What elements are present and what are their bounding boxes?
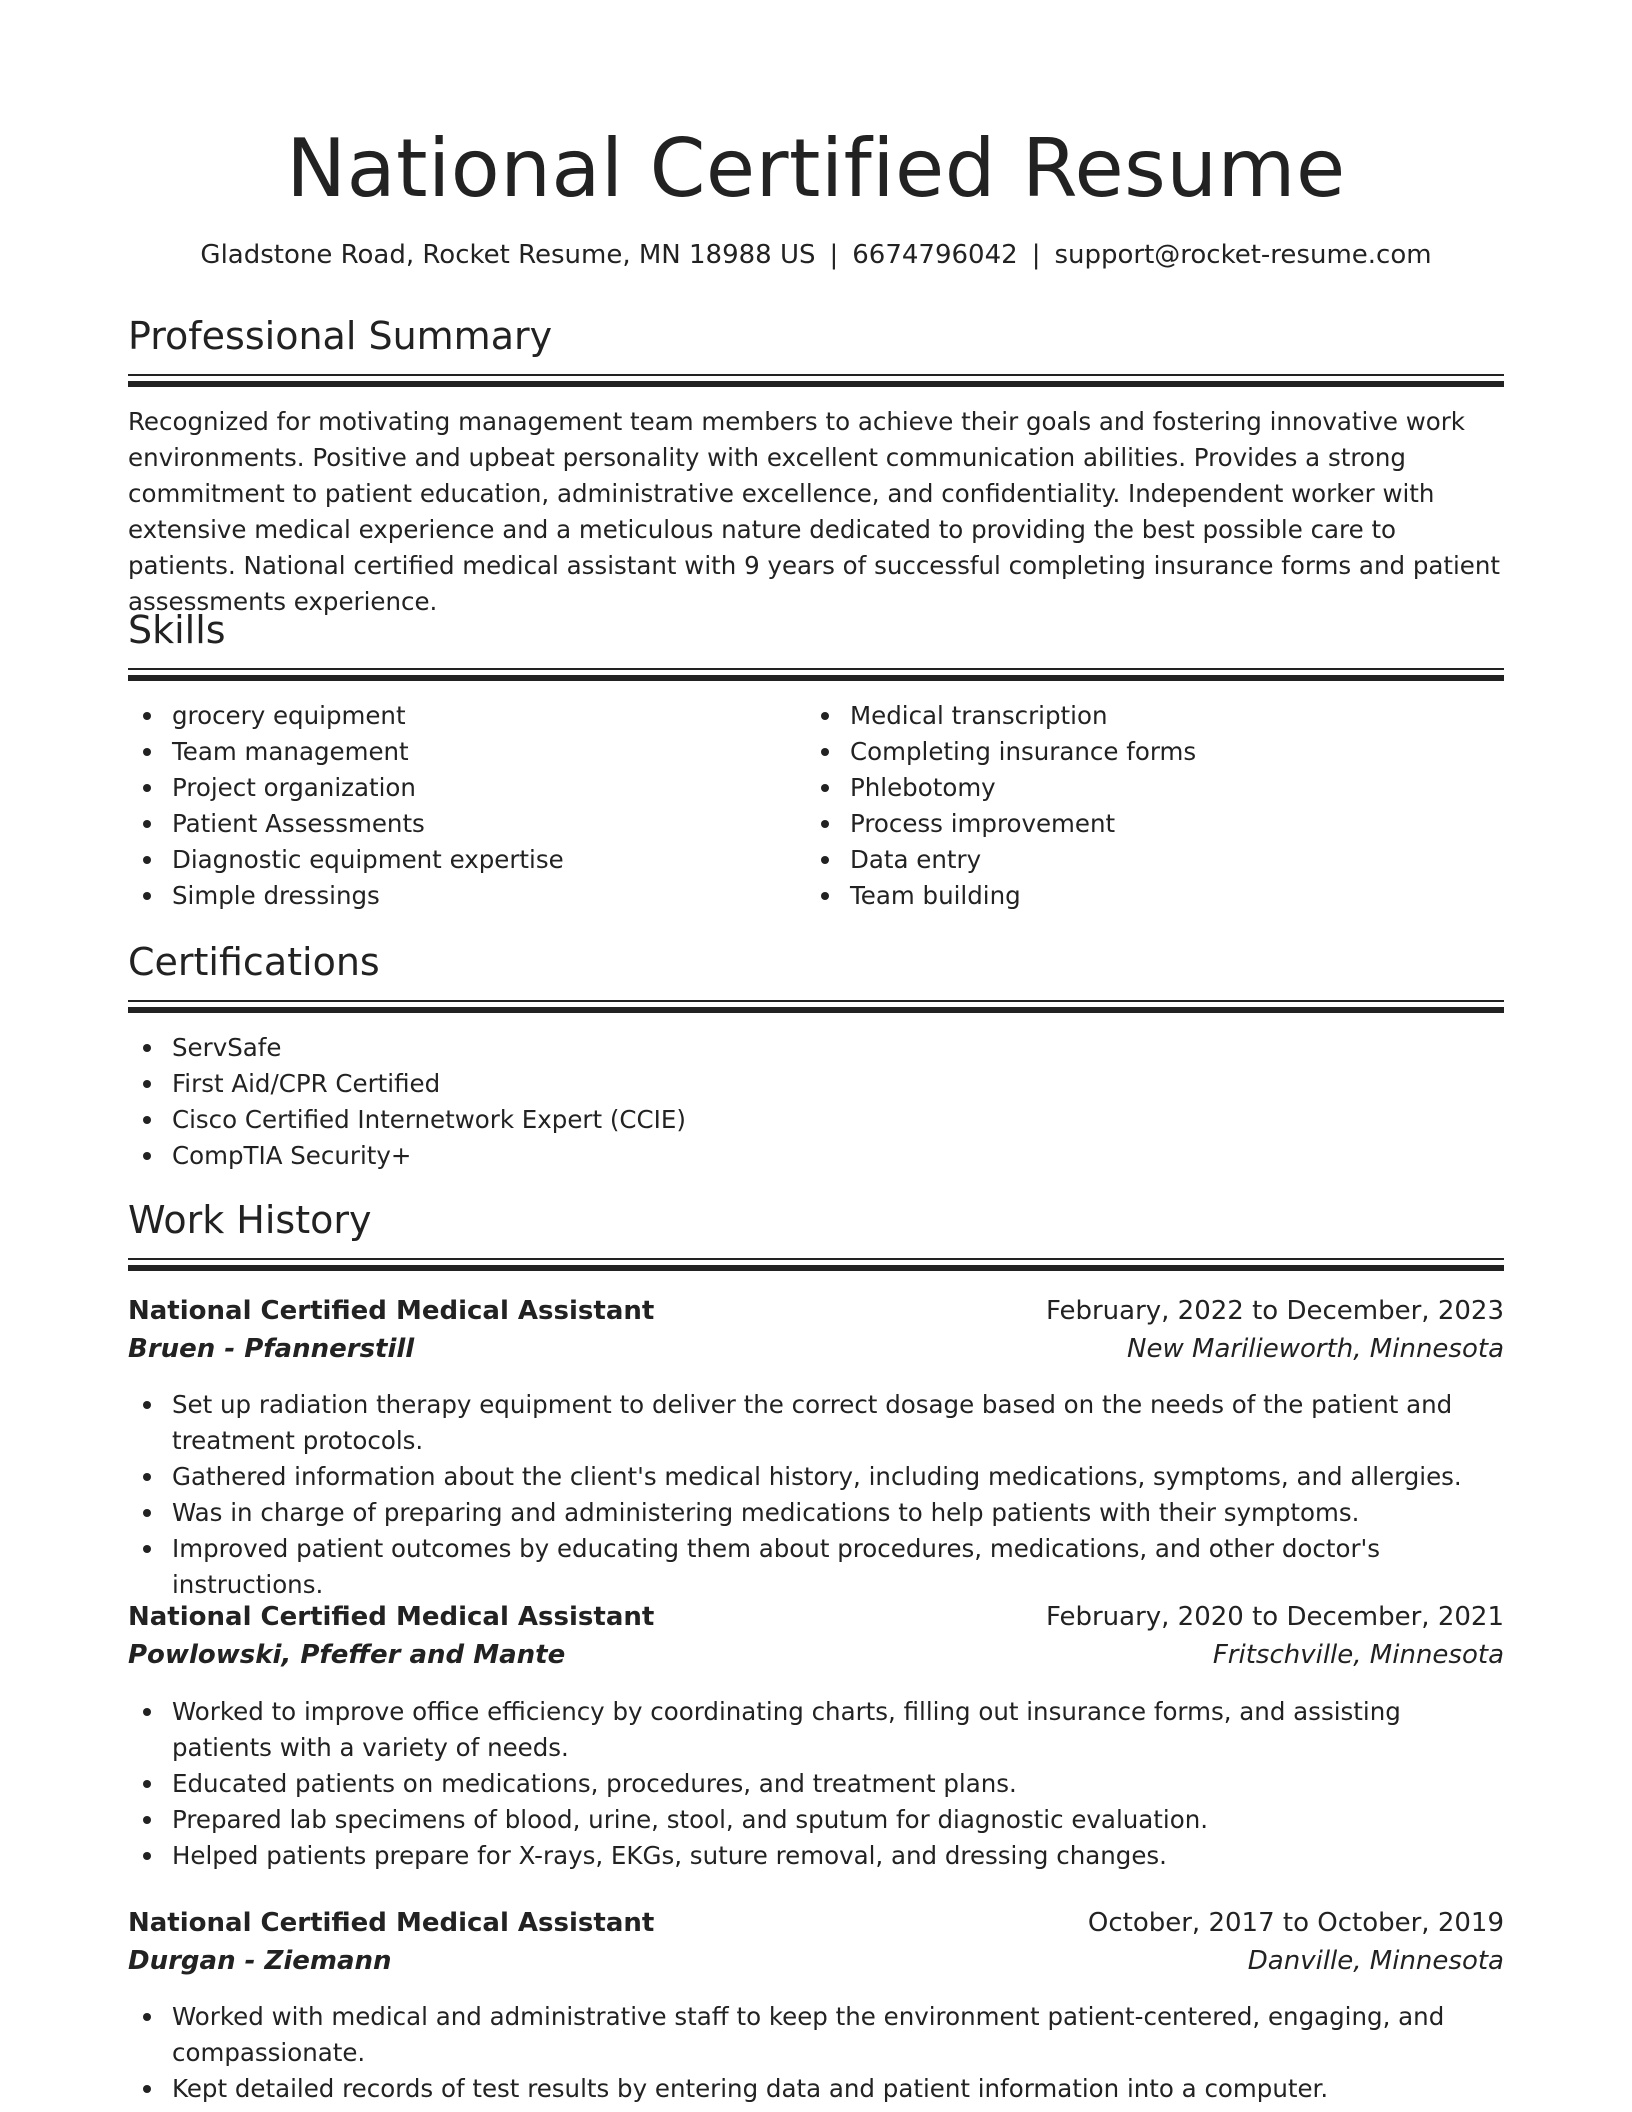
job-bullet: Worked with medical and administrative staff to keep the environment patient-centered, engaging, and compassionate. [128,1999,1504,2071]
skill-item: Phlebotomy [806,770,1504,806]
job-bullet: Gathered information about the client's medical history, including medications, symptoms, and allergies. [128,1459,1504,1495]
job-bullet: Prepared lab specimens of blood, urine, stool, and sputum for diagnostic evaluation. [128,1802,1504,1838]
work-history-divider [128,1258,1504,1271]
contact-address: Gladstone Road, Rocket Resume, MN 18988 US [200,240,816,270]
contact-separator: | [1031,240,1041,270]
skills-divider [128,668,1504,681]
job-bullets [128,1999,1504,2107]
job-title: National Certified Medical Assistant [128,1296,655,1326]
work-history-heading: Work History [128,1198,372,1242]
job-bullet: Educated patients on medications, procedures, and treatment plans. [128,1766,1504,1802]
contact-separator: | [829,240,839,270]
candidate-name: National Certified Resume [286,122,1346,215]
job-location: New Marilieworth, Minnesota [1127,1334,1504,1364]
contact-email: support@rocket-resume.com [1054,240,1432,270]
certification-item: Cisco Certified Internetwork Expert (CCIE) [128,1102,1504,1138]
job-header [128,1296,1504,1376]
job-company: Powlowski, Pfeffer and Mante [128,1640,566,1670]
job-header [128,1602,1504,1682]
job-bullet: Set up radiation therapy equipment to deliver the correct dosage based on the needs of the patient and treatment protocols. [128,1387,1504,1459]
skill-item: Team building [806,878,1504,914]
certifications-heading: Certifications [128,940,380,984]
skill-item: grocery equipment [128,698,788,734]
summary-divider [128,374,1504,387]
summary-heading: Professional Summary [128,314,553,358]
job-header [128,1908,1504,1988]
contact-phone: 6674796042 [852,240,1018,270]
job-company: Durgan - Ziemann [128,1946,392,1976]
certification-item: CompTIA Security+ [128,1138,1504,1174]
job-bullet: Kept detailed records of test results by entering data and patient information into a computer. [128,2071,1504,2107]
skill-item: Diagnostic equipment expertise [128,842,788,878]
skills-list-right [806,698,1504,914]
skills-list-left [128,698,788,914]
certification-item: ServSafe [128,1030,1504,1066]
summary-text: Recognized for motivating management team members to achieve their goals and fostering innovative work environments. Positive and upbeat personality with excellent communication abilities. Provides a strong commitment to patient education, administrative excellence, and confidentiality. Independent worker with extensive medical experience and a meticulous nature dedicated to providing the best possible care to patients. National certified medical assistant with 9 years of successful completing insurance forms and patient assessments experience. [128,407,1500,616]
skill-item: Process improvement [806,806,1504,842]
job-company: Bruen - Pfannerstill [128,1334,415,1364]
skill-item: Completing insurance forms [806,734,1504,770]
job-bullet: Worked to improve office efficiency by coordinating charts, filling out insurance forms, and assisting patients with a variety of needs. [128,1694,1504,1766]
skill-item: Project organization [128,770,788,806]
job-bullets [128,1694,1504,1874]
skill-item: Data entry [806,842,1504,878]
skill-item: Patient Assessments [128,806,788,842]
contact-line [128,240,1504,270]
job-location: Fritschville, Minnesota [1212,1640,1504,1670]
job-bullet: Was in charge of preparing and administering medications to help patients with their symptoms. [128,1495,1504,1531]
certification-item: First Aid/CPR Certified [128,1066,1504,1102]
skill-item: Simple dressings [128,878,788,914]
job-location: Danville, Minnesota [1247,1946,1504,1976]
job-dates: February, 2022 to December, 2023 [1045,1296,1504,1326]
skills-heading: Skills [128,608,226,652]
job-title: National Certified Medical Assistant [128,1602,655,1632]
job-bullet: Improved patient outcomes by educating them about procedures, medications, and other doctor's instructions. [128,1531,1504,1603]
certifications-list [128,1030,1504,1174]
job-title: National Certified Medical Assistant [128,1908,655,1938]
certifications-divider [128,1000,1504,1013]
job-bullets [128,1387,1504,1603]
job-dates: October, 2017 to October, 2019 [1087,1908,1504,1938]
skill-item: Medical transcription [806,698,1504,734]
job-dates: February, 2020 to December, 2021 [1045,1602,1504,1632]
job-bullet: Helped patients prepare for X-rays, EKGs, suture removal, and dressing changes. [128,1838,1504,1874]
skill-item: Team management [128,734,788,770]
